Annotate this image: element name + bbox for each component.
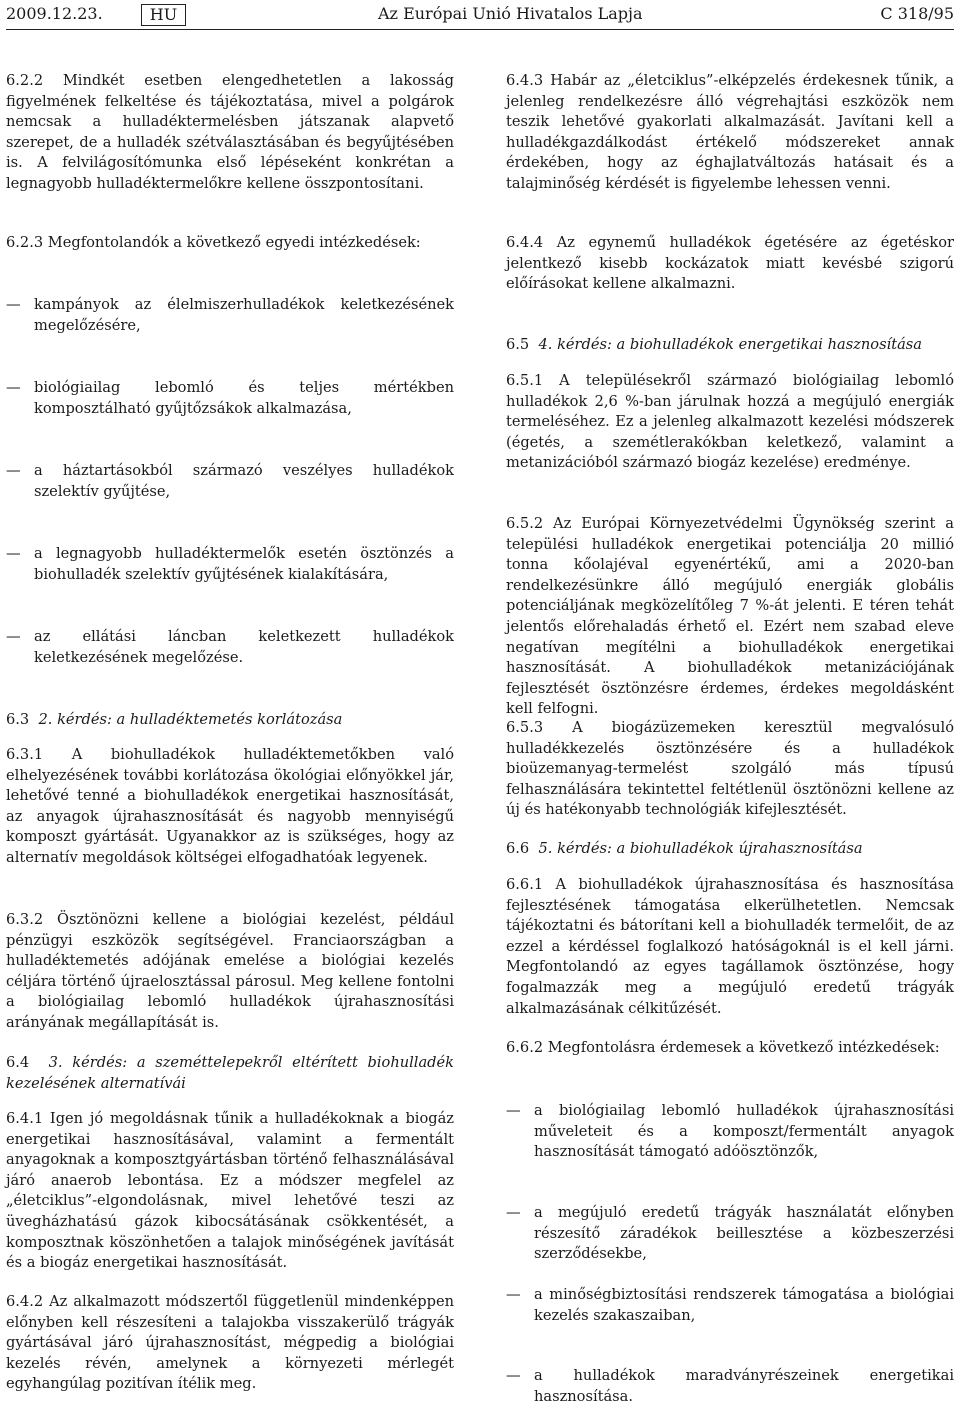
section-heading-6-3: 6.3 2. kérdés: a hulladéktemetés korlátozása xyxy=(6,711,343,728)
section-heading-6-5: 6.5 4. kérdés: a biohulladékok energetikai hasznosítása xyxy=(506,336,922,353)
dash-marker: — xyxy=(506,1367,521,1384)
paragraph-6-2-3: 6.2.3 Megfontolandók a következő egyedi intézkedések: xyxy=(6,234,421,251)
header-date: 2009.12.23. xyxy=(6,4,103,23)
paragraph-6-4-3: 6.4.3 Habár az „életciklus”-elképzelés érdekesnek tűnik, a jelenleg rendelkezésre álló végrehajtási eszközök nem teszik lehetővé gyakorlati alkalmazását. Javítani kell a hulladékgazdálkodást értékelő módszereket annak érdekében, hogy az éghajlatváltozás hatásait és a talajminőség kérdését is figyelembe lehessen venni. xyxy=(506,72,954,192)
dash-marker: — xyxy=(6,545,21,562)
dash-marker: — xyxy=(506,1102,521,1119)
header-rule xyxy=(6,29,954,30)
dash-marker: — xyxy=(6,462,21,479)
paragraph-6-4-1: 6.4.1 Igen jó megoldásnak tűnik a hulladékoknak a biogáz energetikai hasznosításával, valamint a fermentált anyagoknak a komposztgyártásban történő felhasználásával járó anaerob lebontása. Ez a módszer megfelel az „életciklus”-elgondolásnak, mivel lehetővé teszi az üvegházhatású gázok kibocsátásának csökkentését, a komposztnak köszönhetően a talajok minőségének javítását és a biogáz energetikai hasznosítását. xyxy=(6,1110,454,1272)
dash-marker: — xyxy=(6,296,21,313)
dash-marker: — xyxy=(506,1204,521,1221)
paragraph-6-4-2: 6.4.2 Az alkalmazott módszertől függetlenül mindenképpen előnyben kell részesíteni a talajokba visszakerülő trágyák gyártásával járó újrahasznosítást, mégpedig a biológiai kezelés révén, amelynek a környezeti mérlegét egyhangúlag pozitívan ítélik meg. xyxy=(6,1293,454,1393)
page-number: C 318/95 xyxy=(880,4,954,23)
paragraph-6-6-2: 6.6.2 Megfontolásra érdemesek a következő intézkedések: xyxy=(506,1039,940,1056)
paragraph-6-3-1: 6.3.1 A biohulladékok hulladéktemetőkben való elhelyezésének további korlátozása ökológiai előnyökkel jár, lehetővé tenné a biohulladékok energetikai hasznosítását, az anyagok újrahasznosítását és nagyobb mennyiségű komposzt gyártását. Ugyanakkor az is szükséges, hogy az alternatív megoldások költségei elfogadhatóak legyenek. xyxy=(6,746,454,866)
list-item: — a minőségbiztosítási rendszerek támogatása a biológiai kezelés szakaszaiban, xyxy=(506,1286,954,1324)
list-item: — a hulladékok maradványrészeinek energetikai hasznosítása. xyxy=(506,1367,954,1405)
paragraph-6-4-4: 6.4.4 Az egynemű hulladékok égetésére az égetéskor jelentkező kisebb kockázatok miatt kevésbé szigorú előírásokat kellene alkalmazni. xyxy=(506,234,954,293)
paragraph-6-6-1: 6.6.1 A biohulladékok újrahasznosítása és hasznosítása fejlesztésének támogatása elkerülhetetlen. Nemcsak tájékoztatni és bátorítani kell a biohulladék termelőit, de az ezzel a kérdéssel foglalkozó hatóságoknál is el kell járni. Megfontolandó az egyes tagállamok ösztönzése, hogy fogalmazzák meg a megújuló eredetű trágyák alkalmazásának célkitűzését. xyxy=(506,876,954,1017)
paragraph-6-2-2: 6.2.2 Mindkét esetben elengedhetetlen a lakosság figyelmének felkeltése és tájékoztatása, mivel a polgárok nemcsak a hulladéktermelésben játszanak alapvető szerepet, de a hulladék szétválasztásában és begyűjtésében is. A felvilágosítómunka első lépéseként konkrétan a legnagyobb hulladéktermelőkre kellene összpontosítani. xyxy=(6,72,454,192)
list-item: — biológiailag lebomló és teljes mértékben komposztálható gyűjtőzsákok alkalmazása, xyxy=(6,379,454,417)
section-heading-6-6: 6.6 5. kérdés: a biohulladékok újrahasznosítása xyxy=(506,840,863,857)
journal-title: Az Európai Unió Hivatalos Lapja xyxy=(378,4,643,23)
page-header xyxy=(6,4,954,28)
dash-marker: — xyxy=(506,1286,521,1303)
language-badge: HU xyxy=(141,4,186,26)
list-item: — a háztartásokból származó veszélyes hulladékok szelektív gyűjtése, xyxy=(6,462,454,500)
list-item: — a legnagyobb hulladéktermelők esetén ösztönzés a biohulladék szelektív gyűjtésének kialakítására, xyxy=(6,545,454,583)
list-item: — az ellátási láncban keletkezett hulladékok keletkezésének megelőzése. xyxy=(6,628,454,666)
list-item: — kampányok az élelmiszerhulladékok keletkezésének megelőzésére, xyxy=(6,296,454,334)
paragraph-6-5-1: 6.5.1 A településekről származó biológiailag lebomló hulladékok 2,6 %-ban járulnak hozzá a megújuló energiák termeléséhez. Ez a jelenleg alkalmazott kezelési módszerek (égetés, a szemétlerakókban keletkező, valamint a metanizációból származó biogáz kezelése) eredménye. xyxy=(506,372,954,472)
section-heading-6-4: 6.4 3. kérdés: a szeméttelepekről eltérített biohulladék kezelésének alternatívái xyxy=(6,1054,454,1092)
list-item: — a megújuló eredetű trágyák használatát előnyben részesítő záradékok beillesztése a közbeszerzési szerződésekbe, xyxy=(506,1204,954,1263)
dash-marker: — xyxy=(6,628,21,645)
list-item: — a biológiailag lebomló hulladékok újrahasznosítási műveleteit és a komposzt/fermentált anyagok hasznosítását támogató adóösztönzők, xyxy=(506,1102,954,1161)
paragraph-6-3-2: 6.3.2 Ösztönözni kellene a biológiai kezelést, például pénzügyi eszközök segítségével. Franciaországban a hulladéktemetés adójának emelése a biológiai kezelés céljára történő újraelosztással párosul. Meg kellene fontolni a biológiailag lebomló hulladékok újrahasznosítási arányának megállapítását is. xyxy=(6,911,454,1031)
dash-marker: — xyxy=(6,379,21,396)
paragraph-6-5-3: 6.5.3 A biogázüzemeken keresztül megvalósuló hulladékkezelés ösztönzésére és a hulladékok bioüzemanyag-termelést szolgáló más típusú felhasználására tekintettel feltétlenül ösztönözni kellene az új és hatékonyabb technológiák kifejlesztését. xyxy=(506,719,954,819)
paragraph-6-5-2: 6.5.2 Az Európai Környezetvédelmi Ügynökség szerint a települési hulladékok energetikai potenciálja 20 millió tonna kőolajéval egyenértékű, ami a 2020-ban rendelkezésünkre álló megújuló energiák globális potenciáljának megközelítőleg 7 %-át jelenti. E téren tehát jelentős előrehaladás érhető el. Ezért nem szabad eleve negatívan megítélni a biohulladékok energetikai hasznosítását. A biohulladékok metanizációjának fejlesztését ösztönzésre érdemes, érdekes megoldásként kell felfogni. xyxy=(506,515,954,718)
